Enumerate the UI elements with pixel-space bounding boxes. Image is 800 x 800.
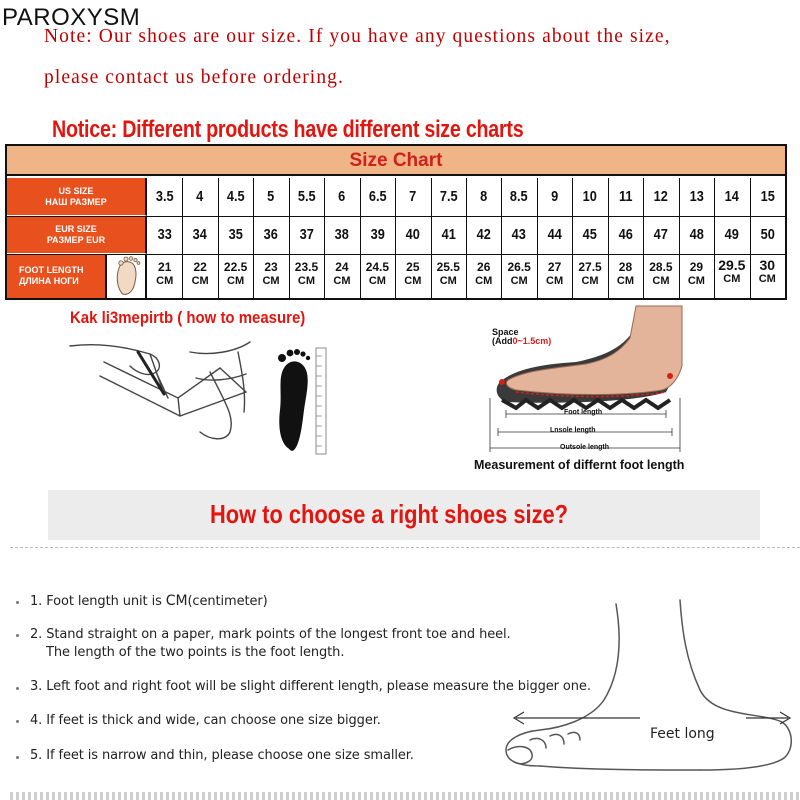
foot-length-value: 21 [158,260,172,274]
foot-length-cell [537,256,572,298]
foot-length-unit: CM [227,275,245,287]
foot-length-cell [643,256,678,298]
eur-size-cell: 43 [512,226,527,243]
foot-length-cell [608,256,643,298]
us-size-cell: 5.5 [297,188,316,205]
measure-title: Kak li3mepirtb ( how to measure) [70,308,306,327]
us-size-label-ru: НАШ РАЗМЕР [45,196,107,207]
foot-length-value: 22 [193,260,207,274]
foot-length-cell [360,256,395,298]
us-size-cell: 8.5 [510,188,529,205]
foot-length-unit: CM [475,275,493,287]
foot-length-value: 27 [547,260,562,274]
space-label-add: (Add [492,336,513,346]
outsole-length-label: Outsole length [560,444,609,451]
size-chart-table [5,144,787,300]
eur-size-cell: 41 [441,226,456,243]
foot-length-cell [289,256,324,298]
foot-length-unit: CM [616,275,635,287]
bullet-icon [16,756,19,759]
step-4: 4. If feet is thick and wide, can choose one size bigger. [30,713,381,728]
size-chart-title: Size Chart [7,146,785,176]
bullet-icon [16,634,19,637]
foot-length-value: 24 [335,260,349,274]
foot-length-unit: CM [581,275,599,287]
eur-size-cell: 36 [263,226,279,243]
us-size-label-en: US SIZE [58,185,94,196]
note-line-2: please contact us before ordering. [44,67,344,88]
step-2: 2. Stand straight on a paper, mark points of the longest front toe and heel. [30,627,511,642]
eur-size-cell: 49 [724,226,739,243]
foot-length-value: 29 [689,260,704,274]
foot-length-label-ru: ДЛИНА НОГИ [19,276,79,286]
foot-length-unit: CM [191,275,209,287]
hand-measuring-illustration [60,332,260,452]
notice-heading: Notice: Different products have different size charts [52,116,524,143]
foot-length-value: 28.5 [649,260,673,274]
space-label-title: Space [492,327,519,337]
foot-length-cell [253,256,288,298]
foot-length-value: 28 [618,260,633,274]
foot-length-cell [572,256,607,298]
foot-length-cell [324,256,359,298]
step-1-suffix: (centimeter) [187,594,268,609]
brand-logo: PAROXYSM [2,4,141,31]
eur-size-cell: 40 [405,226,420,243]
us-size-cell: 7 [409,188,417,205]
step-1-unit: CM [165,593,188,609]
foot-length-value: 25.5 [436,260,460,274]
foot-length-cell [466,256,501,298]
us-size-cell: 14 [724,188,739,205]
foot-length-unit: CM [156,275,174,287]
space-label-range: 0~1.5cm) [512,336,552,346]
us-size-cell: 9 [551,188,559,205]
foot-length-cell [431,256,466,298]
foot-length-value: 30 [759,257,776,273]
eur-size-cell: 50 [760,226,775,243]
measure-caption: Measurement of differnt foot length [474,458,685,472]
bullet-icon [16,687,19,690]
us-size-cell: 12 [653,188,669,205]
eur-size-label-en: EUR SIZE [55,223,97,234]
eur-size-cell: 39 [370,226,385,243]
feet-long-label: Feet long [650,726,715,742]
eur-size-cell: 46 [618,226,633,243]
foot-length-row-label [7,254,107,298]
us-size-cell: 13 [689,188,704,205]
foot-length-label-en: FOOT LENGTH [19,265,84,275]
foot-length-value: 26 [477,260,491,274]
eur-size-row-label [7,216,147,254]
foot-length-unit: CM [723,273,741,285]
step-3: 3. Left foot and right foot will be slight different length, please measure the bigger one. [30,679,591,694]
foot-length-value: 23 [264,260,278,274]
step-2-continued: The length of the two points is the foot length. [46,645,345,660]
foot-length-value: 25 [406,260,420,274]
eur-size-cell: 47 [653,226,669,243]
foot-length-unit: CM [262,275,280,287]
dotted-divider [10,792,800,800]
step-1-prefix: 1. Foot length unit is [30,594,166,609]
foot-length-cell [679,256,714,298]
howto-title: How to choose a right shoes size? [210,499,568,529]
bullet-icon [16,601,19,604]
us-size-cell: 10 [582,188,598,205]
foot-length-value: 26.5 [507,260,531,274]
us-size-cell: 15 [760,188,775,205]
foot-outline-icon [107,254,147,298]
us-size-cell: 7.5 [439,188,458,205]
foot-length-value: 23.5 [294,260,319,274]
foot-length-value: 27.5 [578,260,602,274]
us-size-cell: 4 [196,188,204,205]
foot-outline-illustration [500,600,800,790]
foot-length-unit: CM [439,275,457,287]
foot-length-unit: CM [546,275,564,287]
foot-length-unit: CM [297,275,316,287]
foot-length-unit: CM [510,275,528,287]
foot-length-unit: CM [333,275,351,287]
insole-length-label: Lnsole length [550,427,596,434]
foot-length-cell [182,256,217,298]
foot-length-unit: CM [687,275,705,287]
eur-size-label-ru: РАЗМЕР EUR [46,234,106,245]
eur-size-cell: 42 [476,226,491,243]
us-size-row-label [7,178,147,216]
eur-size-cell: 34 [193,226,208,243]
us-size-cell: 3.5 [155,188,174,205]
eur-size-cell: 38 [334,226,350,243]
foot-length-cell [218,256,253,298]
eur-size-cell: 45 [582,226,598,243]
foot-length-label: Foot length [564,409,603,416]
us-size-cell: 5 [267,188,275,205]
bullet-icon [16,720,19,723]
eur-size-cell: 48 [689,226,704,243]
foot-length-cell [395,256,430,298]
foot-length-cell [501,256,536,298]
eur-size-cell: 37 [299,226,314,243]
us-size-cell: 8 [480,188,488,205]
foot-length-value: 29.5 [718,257,746,273]
us-size-cell: 6 [338,188,346,205]
step-1 [30,593,268,609]
us-size-cell: 11 [618,188,633,205]
note-line-1: Note: Our shoes are our size. If you have any questions about the size, [44,26,671,47]
foot-length-value: 24.5 [365,260,390,274]
step-5: 5. If feet is narrow and thin, please choose one size smaller. [30,748,414,763]
foot-length-unit: CM [404,275,422,287]
foot-length-cell [714,256,749,298]
eur-size-cell: 33 [157,226,172,243]
eur-size-cell: 35 [228,226,243,243]
foot-length-unit: CM [758,273,776,285]
foot-length-unit: CM [368,275,386,287]
us-size-cell: 6.5 [368,188,387,205]
footprint-ruler-illustration [268,346,332,458]
us-size-cell: 4.5 [226,188,245,205]
eur-size-cell: 44 [547,226,562,243]
foot-length-unit: CM [652,275,670,287]
foot-length-cell [147,256,182,298]
foot-length-cell [750,256,785,298]
foot-length-value: 22.5 [223,260,248,274]
